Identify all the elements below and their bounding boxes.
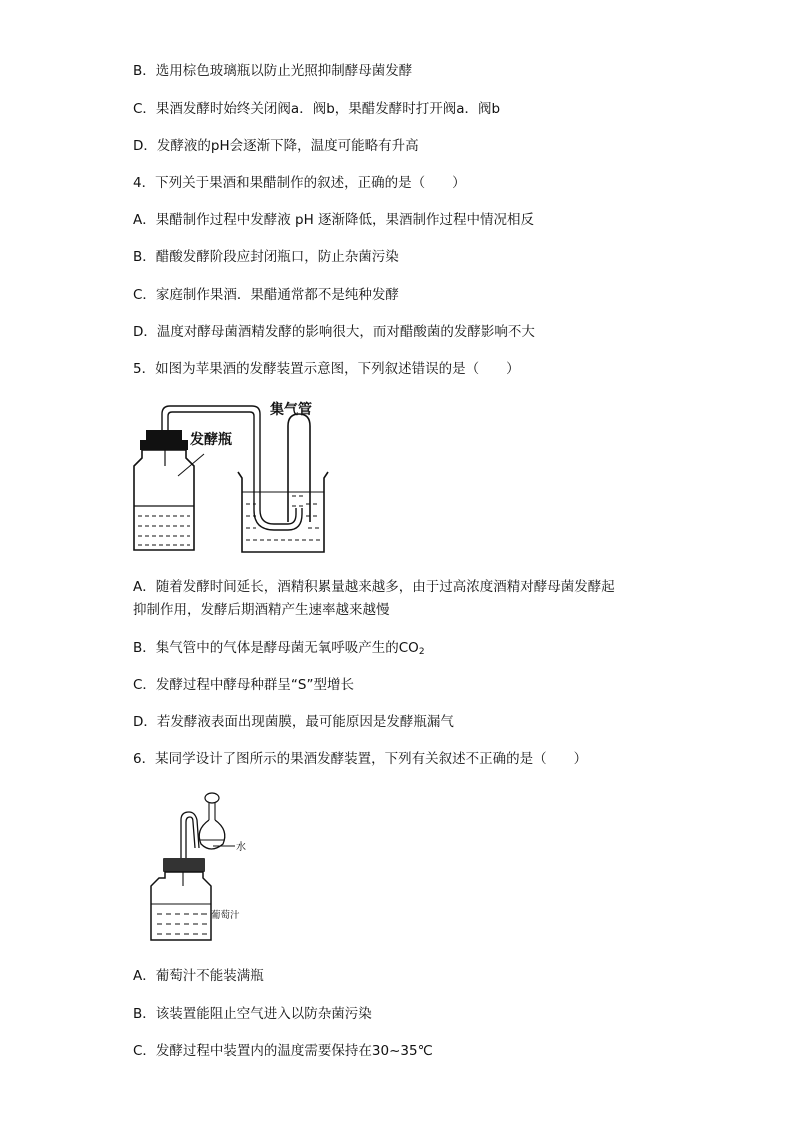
juice-dashes bbox=[157, 914, 207, 934]
water-lock-top-bulb bbox=[205, 793, 219, 803]
connecting-pipe-inner bbox=[168, 412, 302, 530]
water-lock-bulb bbox=[199, 820, 225, 849]
q3-option-d: D．发酵液的pH会逐渐下降，温度可能略有升高 bbox=[133, 138, 419, 154]
label-gas-tube: 集气管 bbox=[270, 402, 312, 418]
bottle-cap-lower bbox=[140, 440, 188, 450]
q4-option-a: A．果醋制作过程中发酵液 pH 逐渐降低，果酒制作过程中情况相反 bbox=[133, 212, 535, 228]
q5-fermentation-figure bbox=[128, 392, 348, 558]
q6-option-b: B．该装置能阻止空气进入以防杂菌污染 bbox=[133, 1006, 372, 1022]
q4-stem: 4．下列关于果酒和果醋制作的叙述，正确的是（ ） bbox=[133, 175, 466, 191]
q4-option-d: D．温度对酵母菌酒精发酵的影响很大，而对醋酸菌的发酵影响不大 bbox=[133, 324, 535, 340]
q4-option-c: C．家庭制作果酒．果醋通常都不是纯种发酵 bbox=[133, 287, 399, 303]
q6-stem: 6．某同学设计了图所示的果酒发酵装置，下列有关叙述不正确的是（ ） bbox=[133, 751, 588, 767]
water-lock-tube bbox=[181, 812, 199, 858]
q6-option-a: A．葡萄汁不能装满瓶 bbox=[133, 968, 264, 984]
q5-option-a-line2: 抑制作用，发酵后期酒精产生速率越来越慢 bbox=[133, 602, 390, 618]
q6-fermentation-figure bbox=[145, 790, 255, 942]
juice-bottle bbox=[151, 872, 211, 940]
q5-option-a-line1: A．随着发酵时间延长，酒精积累量越来越多，由于过高浓度酒精对酵母菌发酵起 bbox=[133, 579, 615, 595]
label-grape-juice: 葡萄汁 bbox=[211, 910, 240, 921]
bottle-liquid-dashes bbox=[138, 516, 190, 545]
bottle-label-leader bbox=[178, 454, 204, 476]
co2-subscript: 2 bbox=[418, 647, 425, 657]
q3-option-c: C．果酒发酵时始终关闭阀a．阀b，果醋发酵时打开阀a．阀b bbox=[133, 101, 501, 117]
q5-stem: 5．如图为苹果酒的发酵装置示意图，下列叙述错误的是（ ） bbox=[133, 361, 520, 377]
q3-option-b: B．选用棕色玻璃瓶以防止光照抑制酵母菌发酵 bbox=[133, 63, 413, 79]
q5-option-b bbox=[133, 638, 425, 662]
q5-option-b-text: B．集气管中的气体是酵母菌无氧呼吸产生的CO bbox=[133, 640, 419, 656]
fermentation-bottle bbox=[134, 450, 194, 550]
label-fermentation-bottle: 发酵瓶 bbox=[190, 432, 232, 448]
q5-option-d: D．若发酵液表面出现菌膜，最可能原因是发酵瓶漏气 bbox=[133, 714, 454, 730]
q5-option-c: C．发酵过程中酵母种群呈“S”型增长 bbox=[133, 677, 354, 693]
bottle-cap bbox=[146, 430, 182, 440]
label-water: 水 bbox=[236, 842, 246, 853]
q4-option-b: B．醋酸发酵阶段应封闭瓶口，防止杂菌污染 bbox=[133, 249, 399, 265]
bottle-cap bbox=[163, 858, 205, 872]
q6-option-c: C．发酵过程中装置内的温度需要保持在30~35℃ bbox=[133, 1043, 433, 1059]
